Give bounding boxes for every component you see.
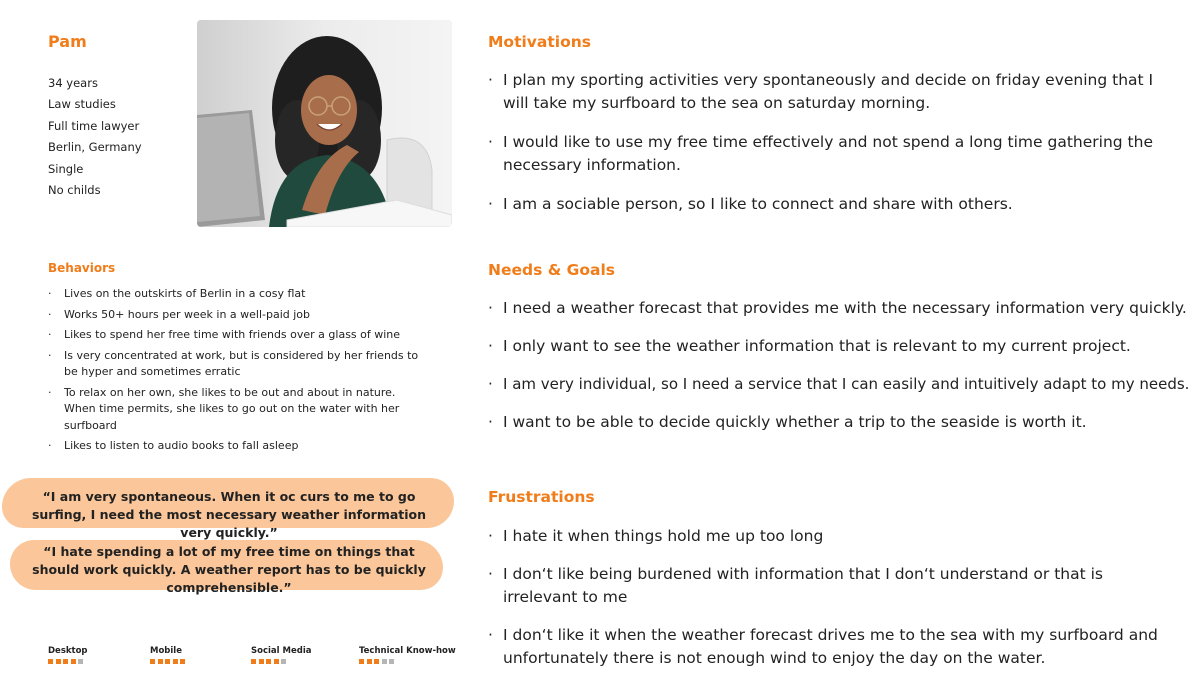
skill-rating bbox=[150, 659, 185, 664]
skill-label: Mobile bbox=[150, 646, 182, 656]
rating-square-filled bbox=[173, 659, 178, 664]
rating-square-filled bbox=[274, 659, 279, 664]
needs-goals-title: Needs & Goals bbox=[488, 261, 615, 279]
behavior-item: · Likes to listen to audio books to fall asleep bbox=[48, 438, 428, 455]
rating-square-filled bbox=[374, 659, 379, 664]
rating-square-filled bbox=[150, 659, 155, 664]
behaviors-title: Behaviors bbox=[48, 261, 116, 275]
persona-photo bbox=[197, 20, 452, 227]
skill-social-media bbox=[251, 646, 311, 664]
motivations-title: Motivations bbox=[488, 33, 591, 51]
frustration-item: · I don‘t like being burdened with information that I don‘t understand or that is irrelevant to me bbox=[488, 563, 1178, 609]
rating-square-filled bbox=[48, 659, 53, 664]
skill-rating bbox=[359, 659, 456, 664]
behavior-item: · Lives on the outskirts of Berlin in a cosy flat bbox=[48, 286, 428, 303]
rating-square-filled bbox=[158, 659, 163, 664]
need-item: · I am very individual, so I need a service that I can easily and intuitively adapt to my needs. bbox=[488, 373, 1188, 396]
rating-square-filled bbox=[367, 659, 372, 664]
fact-education: Law studies bbox=[48, 97, 116, 112]
skill-rating bbox=[48, 659, 88, 664]
frustration-item: · I don‘t like it when the weather forecast drives me to the sea with my surfboard and unfortunately there is not enough wind to enjoy the day on the water. bbox=[488, 624, 1178, 670]
fact-job: Full time lawyer bbox=[48, 118, 140, 133]
quote-1: “I am very spontaneous. When it oc curs to me to go surfing, I need the most necessary weather information very quickly.” bbox=[31, 489, 427, 540]
skill-mobile bbox=[150, 646, 185, 664]
frustration-item: · I hate it when things hold me up too long bbox=[488, 525, 1178, 548]
behaviors-list bbox=[48, 286, 428, 459]
rating-square-empty bbox=[382, 659, 387, 664]
need-item: · I only want to see the weather information that is relevant to my current project. bbox=[488, 335, 1188, 358]
motivations-list bbox=[488, 69, 1178, 216]
skill-label: Technical Know-how bbox=[359, 646, 456, 656]
fact-age: 34 years bbox=[48, 76, 98, 90]
quote-2: “I hate spending a lot of my free time on things that should work quickly. A weather report has to be quickly comprehensible.” bbox=[32, 544, 426, 595]
behavior-item: · Works 50+ hours per week in a well-paid job bbox=[48, 307, 428, 324]
need-item: · I want to be able to decide quickly whether a trip to the seaside is worth it. bbox=[488, 411, 1188, 434]
frustrations-list bbox=[488, 525, 1178, 670]
behavior-item: · To relax on her own, she likes to be out and about in nature. When time permits, she likes to go out on the water with her surfboard bbox=[48, 385, 428, 435]
rating-square-filled bbox=[165, 659, 170, 664]
need-item: · I need a weather forecast that provides me with the necessary information very quickly. bbox=[488, 297, 1188, 320]
rating-square-filled bbox=[259, 659, 264, 664]
skill-label: Social Media bbox=[251, 646, 312, 656]
motivation-item: · I would like to use my free time effectively and not spend a long time gathering the necessary information. bbox=[488, 131, 1178, 177]
persona-name: Pam bbox=[48, 32, 87, 51]
persona-illustration bbox=[197, 20, 452, 227]
rating-square-empty bbox=[389, 659, 394, 664]
persona-facts bbox=[48, 73, 142, 201]
behavior-item: · Is very concentrated at work, but is considered by her friends to be hyper and sometimes erratic bbox=[48, 348, 428, 381]
skill-desktop bbox=[48, 646, 88, 664]
fact-children: No childs bbox=[48, 183, 101, 198]
skills-bar bbox=[48, 646, 468, 672]
behavior-item: · Likes to spend her free time with friends over a glass of wine bbox=[48, 327, 428, 344]
skill-technical bbox=[359, 646, 456, 664]
rating-square-filled bbox=[56, 659, 61, 664]
needs-goals-list bbox=[488, 297, 1188, 434]
rating-square-filled bbox=[180, 659, 185, 664]
rating-square-filled bbox=[63, 659, 68, 664]
rating-square-filled bbox=[251, 659, 256, 664]
motivation-item: · I am a sociable person, so I like to connect and share with others. bbox=[488, 193, 1178, 216]
rating-square-empty bbox=[78, 659, 83, 664]
motivation-item: · I plan my sporting activities very spontaneously and decide on friday evening that I will take my surfboard to the sea on saturday morning. bbox=[488, 69, 1178, 115]
rating-square-empty bbox=[281, 659, 286, 664]
fact-status: Single bbox=[48, 161, 84, 176]
frustrations-title: Frustrations bbox=[488, 488, 595, 506]
skill-label: Desktop bbox=[48, 646, 88, 656]
rating-square-filled bbox=[71, 659, 76, 664]
rating-square-filled bbox=[359, 659, 364, 664]
fact-location: Berlin, Germany bbox=[48, 140, 142, 155]
rating-square-filled bbox=[266, 659, 271, 664]
skill-rating bbox=[251, 659, 311, 664]
